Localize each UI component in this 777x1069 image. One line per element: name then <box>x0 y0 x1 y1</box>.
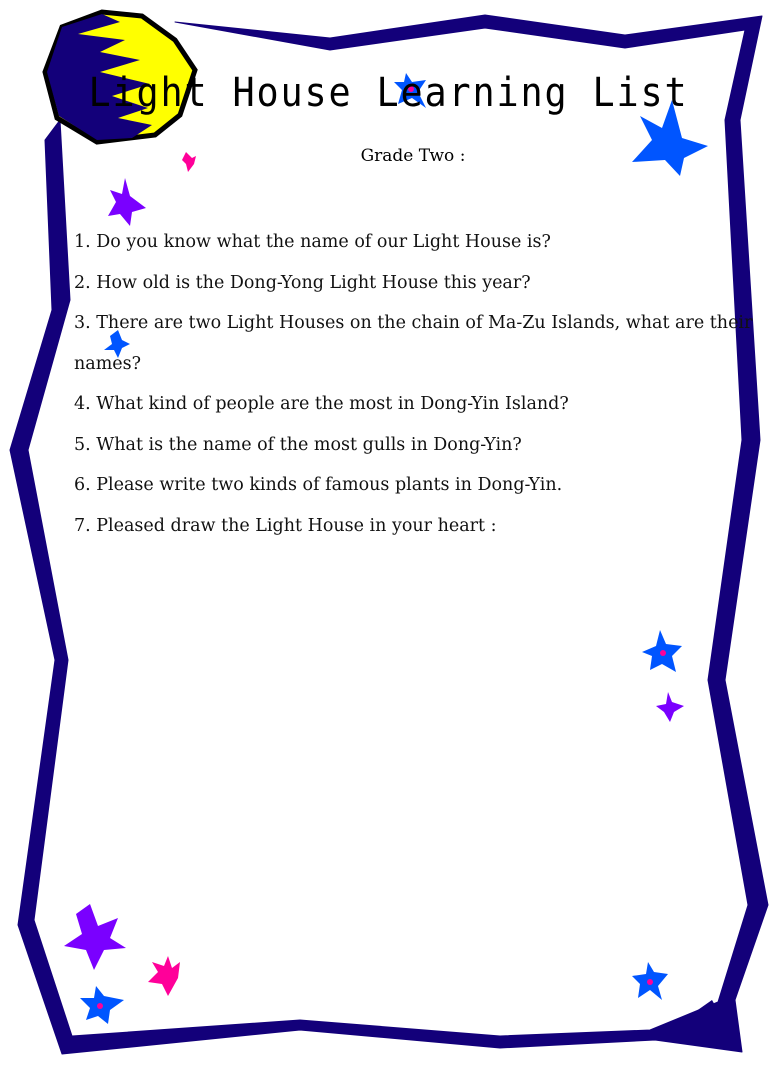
question-list <box>74 222 754 546</box>
star-icon-blue-bottom-left <box>80 986 124 1024</box>
star-icon-blue-right-mid <box>642 630 682 672</box>
question-item: 7. Pleased draw the Light House in your heart : <box>74 515 497 536</box>
star-icon-purple-right <box>656 692 684 722</box>
star-icon-purple-large-bottom <box>64 904 126 970</box>
star-icon-pink-bottom <box>148 956 180 996</box>
question-item: 1. Do you know what the name of our Light House is? <box>74 232 551 252</box>
question-item: 4. What kind of people are the most in Dong-Yin Island? <box>74 394 569 414</box>
question-item: 2. How old is the Dong-Yong Light House this year? <box>74 272 531 293</box>
question-item: 6. Please write two kinds of famous plants in Dong-Yin. <box>74 475 563 495</box>
star-icon-blue-bottom-right <box>632 962 668 1000</box>
question-item: 3. There are two Light Houses on the chain of Ma-Zu Islands, what are their names? <box>74 313 753 374</box>
question-item: 5. What is the name of the most gulls in Dong-Yin? <box>74 434 522 455</box>
grade-label: Grade Two : <box>360 146 466 166</box>
page-title: Light House Learning List <box>88 70 689 116</box>
star-icon-purple-left <box>108 178 146 226</box>
